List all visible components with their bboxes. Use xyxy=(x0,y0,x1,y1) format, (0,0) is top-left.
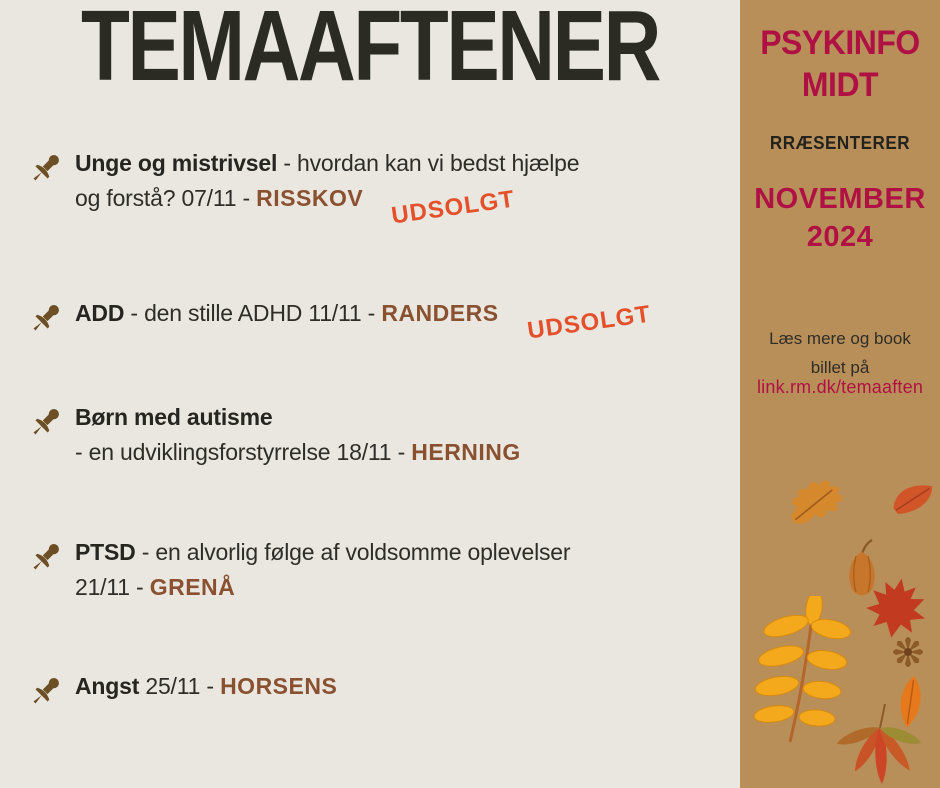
event-date: og forstå? 07/11 - xyxy=(75,185,257,211)
brand-line1: PSYKINFO xyxy=(760,24,920,62)
pushpin-icon xyxy=(28,673,64,709)
event-text xyxy=(75,400,735,470)
event-location: RANDERS xyxy=(381,300,499,326)
creeper-leaf-icon xyxy=(822,698,940,788)
month-line2: 2024 xyxy=(806,221,874,253)
month-line1: NOVEMBER xyxy=(754,183,926,215)
event-location: HORSENS xyxy=(220,673,338,699)
pushpin-icon xyxy=(28,150,64,186)
red-leaf-icon xyxy=(883,472,940,533)
booking-link[interactable]: link.rm.dk/temaaften xyxy=(756,377,924,397)
sold-out-badge: UDSOLGT xyxy=(389,185,517,230)
event-text xyxy=(75,296,735,345)
event-description: - en alvorlig følge af voldsomme oplevelser xyxy=(135,539,571,565)
pushpin-icon xyxy=(28,300,64,336)
pushpin-icon xyxy=(28,539,64,575)
event-location: RISSKOV xyxy=(256,185,364,211)
event-text xyxy=(75,535,735,605)
event-date: - en udviklingsforstyrrelse 18/11 - xyxy=(75,439,412,465)
event-title: Unge og mistrivsel xyxy=(75,150,278,176)
event-location: GRENÅ xyxy=(149,574,236,600)
event-text xyxy=(75,146,735,230)
month-label xyxy=(740,180,940,256)
event-title: PTSD xyxy=(75,539,136,565)
presents-label: RRÆSENTERER xyxy=(769,133,911,153)
event-description: - den stille ADHD 11/11 - xyxy=(124,300,382,326)
page-title: TEMAAFTENER xyxy=(80,0,660,102)
cta-line1: Læs mere og book xyxy=(769,329,911,348)
event-title: Angst xyxy=(75,673,140,699)
event-text xyxy=(75,669,735,704)
sold-out-badge: UDSOLGT xyxy=(525,300,653,345)
event-title: Børn med autisme xyxy=(75,404,273,430)
event-location: HERNING xyxy=(411,439,521,465)
star-anise-icon xyxy=(890,634,926,675)
event-description: - hvordan kan vi bedst hjælpe xyxy=(277,150,580,176)
cta-text xyxy=(740,324,940,382)
event-date: 25/11 - xyxy=(139,673,221,699)
brand-line2: MIDT xyxy=(801,66,879,104)
sidebar xyxy=(740,0,940,788)
pushpin-icon xyxy=(28,404,64,440)
event-title: ADD xyxy=(75,300,125,326)
cta-line2: billet på xyxy=(810,358,870,377)
event-date: 21/11 - xyxy=(75,574,150,600)
oak-leaf-icon xyxy=(778,466,864,539)
brand-logo xyxy=(746,22,934,106)
